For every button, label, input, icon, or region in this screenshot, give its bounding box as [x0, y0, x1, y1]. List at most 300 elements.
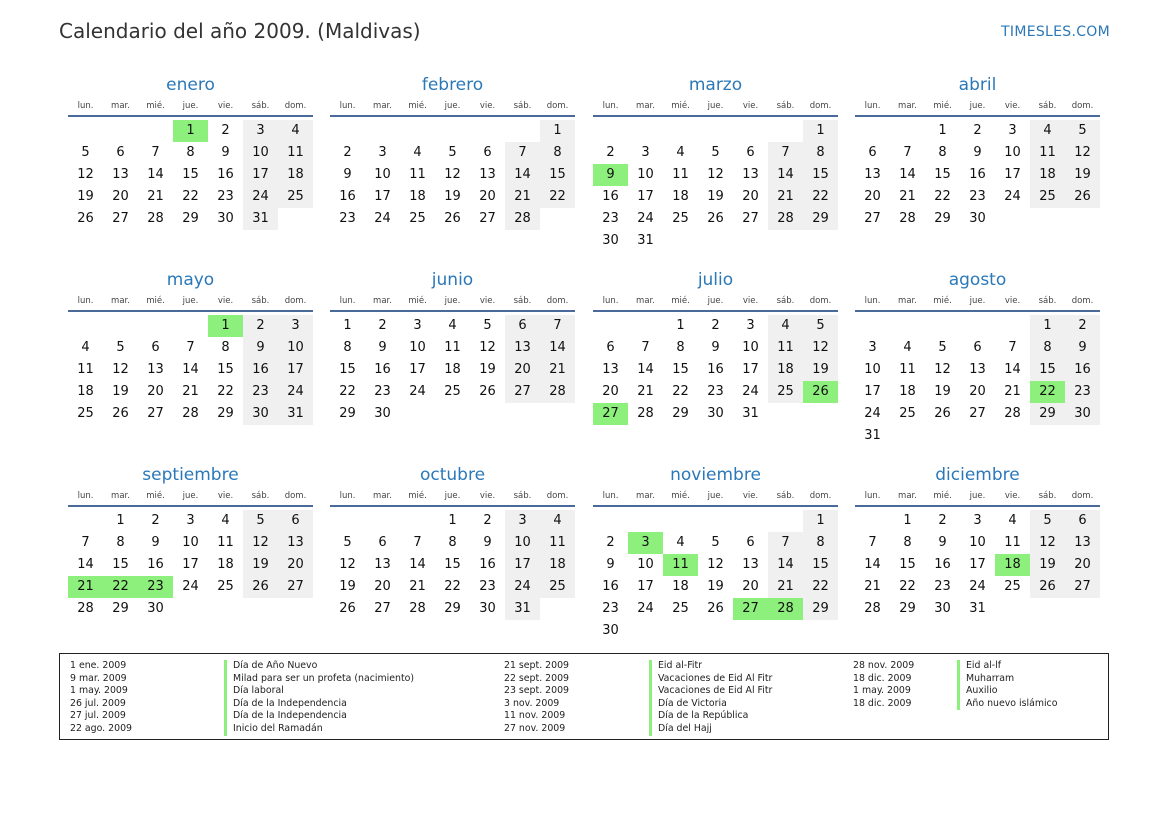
day-cell: 10 — [742, 340, 759, 355]
day-cell: 13 — [969, 362, 986, 377]
empty-cell — [995, 315, 1030, 337]
day-cell: 30 — [707, 406, 724, 421]
day-cell: 14 — [409, 557, 426, 572]
weekday-label: lun. — [77, 491, 94, 501]
day-cell: 27 — [278, 576, 313, 598]
day-cell: 9 — [243, 337, 278, 359]
day-cell: 18 — [278, 164, 313, 186]
day-cell: 6 — [505, 315, 540, 337]
holiday-day-cell: 27 — [593, 403, 628, 425]
day-cell: 22 — [444, 579, 461, 594]
day-cell: 19 — [803, 359, 838, 381]
day-cell: 7 — [81, 535, 90, 550]
legend-date: 22 sept. 2009 — [504, 672, 570, 684]
day-cell: 18 — [444, 362, 461, 377]
legend-date: 11 nov. 2009 — [504, 710, 566, 722]
day-cell: 13 — [602, 362, 619, 377]
empty-cell — [435, 120, 470, 142]
day-cell: 20 — [278, 554, 313, 576]
day-cell: 28 — [899, 211, 916, 226]
day-cell: 24 — [637, 601, 654, 616]
day-cell: 1 — [540, 120, 575, 142]
legend-holiday-name: Vacaciones de Eid Al Fitr — [649, 673, 772, 686]
day-cell: 14 — [768, 554, 803, 576]
day-cell: 3 — [378, 145, 387, 160]
weekday-label: lun. — [339, 296, 356, 306]
day-cell: 3 — [641, 145, 650, 160]
day-cell: 31 — [637, 233, 654, 248]
legend-date: 18 dic. 2009 — [853, 697, 912, 709]
legend-holiday-name: Día del Hajj — [649, 723, 772, 736]
legend-date: 1 may. 2009 — [70, 685, 128, 697]
day-cell: 28 — [147, 211, 164, 226]
weekday-header — [330, 295, 575, 312]
weekday-label: dom. — [546, 101, 569, 111]
weekday-label: jue. — [969, 491, 986, 501]
day-cell: 28 — [182, 406, 199, 421]
day-cell: 5 — [448, 145, 457, 160]
day-cell: 25 — [672, 601, 689, 616]
day-cell: 16 — [374, 362, 391, 377]
day-cell: 15 — [112, 557, 129, 572]
day-cell: 16 — [243, 359, 278, 381]
day-cell: 17 — [969, 557, 986, 572]
empty-cell — [628, 120, 663, 142]
day-cell: 31 — [742, 406, 759, 421]
day-cell: 2 — [606, 145, 615, 160]
day-cell: 6 — [606, 340, 615, 355]
day-cell: 6 — [1065, 510, 1100, 532]
day-cell: 25 — [444, 384, 461, 399]
empty-cell — [68, 315, 103, 337]
month-mayo — [68, 269, 313, 425]
holiday-day-cell: 9 — [593, 164, 628, 186]
day-cell: 3 — [746, 318, 755, 333]
day-cell: 17 — [182, 557, 199, 572]
day-cell: 2 — [1065, 315, 1100, 337]
day-cell: 24 — [182, 579, 199, 594]
empty-cell — [733, 120, 768, 142]
weekday-label: vie. — [1004, 491, 1021, 501]
month-name: noviembre — [670, 465, 761, 485]
day-cell: 23 — [602, 601, 619, 616]
day-cell: 17 — [637, 189, 654, 204]
weekday-header — [855, 100, 1100, 117]
day-cell: 25 — [768, 381, 803, 403]
day-cell: 2 — [711, 318, 720, 333]
legend-holiday-name: Día de la Independencia — [224, 698, 414, 711]
empty-cell — [173, 315, 208, 337]
day-cell: 11 — [278, 142, 313, 164]
day-grid — [68, 510, 313, 620]
day-cell: 17 — [409, 362, 426, 377]
empty-cell — [470, 120, 505, 142]
weekday-label: dom. — [809, 296, 832, 306]
holiday-day-cell: 22 — [103, 576, 138, 598]
empty-cell — [330, 120, 365, 142]
day-cell: 3 — [278, 315, 313, 337]
legend-names-col-3 — [957, 660, 1057, 710]
legend-holiday-name: Eid al-lf — [957, 660, 1057, 673]
day-cell: 16 — [602, 189, 619, 204]
weekday-label: jue. — [182, 296, 199, 306]
empty-cell — [890, 315, 925, 337]
weekday-label: sáb. — [251, 101, 270, 111]
day-cell: 1 — [116, 513, 125, 528]
weekday-label: lun. — [602, 101, 619, 111]
day-cell: 8 — [903, 535, 912, 550]
weekday-label: lun. — [77, 101, 94, 111]
day-cell: 20 — [1065, 554, 1100, 576]
day-cell: 16 — [1065, 359, 1100, 381]
day-cell: 3 — [186, 513, 195, 528]
day-cell: 1 — [1030, 315, 1065, 337]
day-cell: 22 — [672, 384, 689, 399]
empty-cell — [855, 315, 890, 337]
day-cell: 12 — [339, 557, 356, 572]
weekday-label: vie. — [479, 491, 496, 501]
day-cell: 17 — [505, 554, 540, 576]
day-cell: 4 — [768, 315, 803, 337]
day-cell: 6 — [746, 535, 755, 550]
day-grid — [855, 120, 1100, 230]
day-cell: 15 — [444, 557, 461, 572]
day-cell: 23 — [969, 189, 986, 204]
weekday-label: mar. — [111, 101, 130, 111]
day-cell: 23 — [707, 384, 724, 399]
day-grid — [593, 315, 838, 425]
day-cell: 19 — [934, 384, 951, 399]
empty-cell — [505, 120, 540, 142]
day-cell: 12 — [803, 337, 838, 359]
day-cell: 8 — [676, 340, 685, 355]
day-cell: 28 — [540, 381, 575, 403]
legend-holiday-name: Auxilio — [957, 685, 1057, 698]
day-cell: 30 — [217, 211, 234, 226]
weekday-header — [68, 490, 313, 507]
day-cell: 19 — [339, 579, 356, 594]
day-cell: 13 — [374, 557, 391, 572]
day-cell: 29 — [1030, 403, 1065, 425]
weekday-label: vie. — [742, 101, 759, 111]
day-cell: 22 — [899, 579, 916, 594]
day-cell: 1 — [343, 318, 352, 333]
day-cell: 22 — [182, 189, 199, 204]
day-grid — [855, 510, 1100, 620]
legend-holiday-name: Día de Victoria — [649, 698, 772, 711]
day-cell: 23 — [217, 189, 234, 204]
day-cell: 18 — [77, 384, 94, 399]
empty-cell — [68, 510, 103, 532]
day-cell: 13 — [479, 167, 496, 182]
empty-cell — [593, 510, 628, 532]
day-cell: 15 — [1030, 359, 1065, 381]
day-cell: 6 — [973, 340, 982, 355]
day-cell: 16 — [934, 557, 951, 572]
month-julio — [593, 269, 838, 425]
weekday-label: dom. — [284, 491, 307, 501]
day-grid — [68, 120, 313, 230]
day-cell: 12 — [112, 362, 129, 377]
day-cell: 31 — [278, 403, 313, 425]
day-cell: 17 — [742, 362, 759, 377]
day-cell: 26 — [479, 384, 496, 399]
day-cell: 3 — [243, 120, 278, 142]
day-cell: 20 — [864, 189, 881, 204]
day-cell: 21 — [505, 186, 540, 208]
day-cell: 10 — [864, 362, 881, 377]
day-cell: 7 — [540, 315, 575, 337]
day-cell: 30 — [934, 601, 951, 616]
day-cell: 11 — [77, 362, 94, 377]
empty-cell — [400, 120, 435, 142]
empty-cell — [663, 120, 698, 142]
day-cell: 14 — [637, 362, 654, 377]
day-cell: 22 — [339, 384, 356, 399]
legend-dates-col-3 — [853, 660, 914, 710]
weekday-label: mié. — [408, 101, 427, 111]
weekday-label: sáb. — [1038, 101, 1057, 111]
month-name: mayo — [166, 270, 215, 290]
day-cell: 6 — [746, 145, 755, 160]
day-cell: 28 — [768, 208, 803, 230]
day-cell: 26 — [339, 601, 356, 616]
day-cell: 21 — [540, 359, 575, 381]
day-cell: 6 — [278, 510, 313, 532]
weekday-label: mar. — [898, 491, 917, 501]
month-name: enero — [166, 75, 215, 95]
day-cell: 12 — [243, 532, 278, 554]
day-cell: 3 — [1008, 123, 1017, 138]
day-cell: 28 — [637, 406, 654, 421]
day-cell: 9 — [1065, 337, 1100, 359]
day-cell: 18 — [768, 359, 803, 381]
empty-cell — [138, 120, 173, 142]
holiday-day-cell: 11 — [663, 554, 698, 576]
empty-cell — [925, 315, 960, 337]
weekday-label: dom. — [809, 491, 832, 501]
day-cell: 10 — [374, 167, 391, 182]
day-cell: 18 — [899, 384, 916, 399]
day-cell: 21 — [864, 579, 881, 594]
day-cell: 9 — [938, 535, 947, 550]
day-cell: 9 — [711, 340, 720, 355]
day-cell: 2 — [243, 315, 278, 337]
day-cell: 20 — [505, 359, 540, 381]
day-cell: 29 — [339, 406, 356, 421]
day-cell: 27 — [1065, 576, 1100, 598]
day-cell: 21 — [1004, 384, 1021, 399]
day-cell: 25 — [1030, 186, 1065, 208]
legend-date: 23 sept. 2009 — [504, 685, 570, 697]
day-cell: 14 — [864, 557, 881, 572]
day-cell: 27 — [479, 211, 496, 226]
day-cell: 16 — [707, 362, 724, 377]
day-cell: 26 — [934, 406, 951, 421]
month-septiembre — [68, 464, 313, 620]
day-cell: 30 — [1065, 403, 1100, 425]
day-cell: 14 — [77, 557, 94, 572]
day-cell: 15 — [182, 167, 199, 182]
weekday-label: lun. — [864, 491, 881, 501]
day-cell: 19 — [479, 362, 496, 377]
empty-cell — [365, 120, 400, 142]
day-cell: 5 — [483, 318, 492, 333]
legend-names-col-2 — [649, 660, 772, 736]
day-cell: 15 — [899, 557, 916, 572]
day-cell: 26 — [444, 211, 461, 226]
weekday-label: mié. — [671, 101, 690, 111]
day-cell: 8 — [448, 535, 457, 550]
month-noviembre — [593, 464, 838, 642]
day-cell: 16 — [339, 189, 356, 204]
day-grid — [855, 315, 1100, 447]
weekday-label: dom. — [546, 296, 569, 306]
day-cell: 17 — [1004, 167, 1021, 182]
brand-link[interactable]: TIMESLES.COM — [1001, 24, 1110, 40]
day-cell: 29 — [803, 208, 838, 230]
day-grid — [330, 120, 575, 230]
day-cell: 21 — [409, 579, 426, 594]
day-cell: 20 — [479, 189, 496, 204]
empty-cell — [138, 315, 173, 337]
day-cell: 12 — [479, 340, 496, 355]
day-cell: 10 — [637, 167, 654, 182]
weekday-label: vie. — [479, 296, 496, 306]
day-cell: 22 — [540, 186, 575, 208]
day-cell: 7 — [186, 340, 195, 355]
weekday-header — [68, 295, 313, 312]
day-cell: 27 — [112, 211, 129, 226]
day-cell: 15 — [803, 164, 838, 186]
day-cell: 5 — [938, 340, 947, 355]
day-cell: 30 — [969, 211, 986, 226]
day-cell: 24 — [374, 211, 391, 226]
weekday-header — [68, 100, 313, 117]
month-agosto — [855, 269, 1100, 447]
weekday-label: vie. — [217, 491, 234, 501]
day-cell: 16 — [479, 557, 496, 572]
day-grid — [593, 120, 838, 252]
day-cell: 25 — [1004, 579, 1021, 594]
day-cell: 8 — [221, 340, 230, 355]
weekday-label: lun. — [339, 491, 356, 501]
day-cell: 24 — [742, 384, 759, 399]
day-cell: 12 — [934, 362, 951, 377]
day-cell: 12 — [1030, 532, 1065, 554]
day-cell: 1 — [903, 513, 912, 528]
day-cell: 17 — [243, 164, 278, 186]
day-cell: 2 — [938, 513, 947, 528]
weekday-label: mar. — [111, 491, 130, 501]
empty-cell — [593, 315, 628, 337]
weekday-label: sáb. — [776, 491, 795, 501]
day-cell: 13 — [278, 532, 313, 554]
day-cell: 2 — [973, 123, 982, 138]
day-cell: 30 — [374, 406, 391, 421]
weekday-label: lun. — [602, 296, 619, 306]
weekday-label: mar. — [373, 296, 392, 306]
day-cell: 6 — [483, 145, 492, 160]
day-cell: 18 — [540, 554, 575, 576]
weekday-label: mar. — [636, 296, 655, 306]
day-cell: 4 — [1008, 513, 1017, 528]
day-cell: 1 — [448, 513, 457, 528]
weekday-label: mar. — [111, 296, 130, 306]
day-cell: 7 — [868, 535, 877, 550]
empty-cell — [68, 120, 103, 142]
weekday-label: dom. — [1071, 296, 1094, 306]
day-cell: 5 — [81, 145, 90, 160]
day-cell: 23 — [934, 579, 951, 594]
day-cell: 2 — [343, 145, 352, 160]
day-cell: 11 — [409, 167, 426, 182]
day-cell: 29 — [112, 601, 129, 616]
day-cell: 17 — [864, 384, 881, 399]
day-cell: 14 — [899, 167, 916, 182]
holiday-legend — [59, 653, 1109, 740]
day-cell: 15 — [339, 362, 356, 377]
weekday-label: vie. — [1004, 101, 1021, 111]
weekday-label: mié. — [408, 491, 427, 501]
day-cell: 4 — [448, 318, 457, 333]
day-cell: 15 — [217, 362, 234, 377]
holiday-day-cell: 3 — [628, 532, 663, 554]
day-cell: 10 — [637, 557, 654, 572]
empty-cell — [890, 120, 925, 142]
month-name: julio — [697, 270, 734, 290]
day-cell: 7 — [413, 535, 422, 550]
holiday-day-cell: 22 — [1030, 381, 1065, 403]
legend-holiday-name: Día de Año Nuevo — [224, 660, 414, 673]
day-cell: 6 — [378, 535, 387, 550]
day-cell: 20 — [969, 384, 986, 399]
legend-names-col-1 — [224, 660, 414, 736]
day-cell: 12 — [77, 167, 94, 182]
day-cell: 10 — [505, 532, 540, 554]
day-cell: 18 — [409, 189, 426, 204]
legend-holiday-name: Muharram — [957, 673, 1057, 686]
day-cell: 29 — [444, 601, 461, 616]
month-diciembre — [855, 464, 1100, 620]
weekday-header — [593, 295, 838, 312]
day-cell: 29 — [934, 211, 951, 226]
legend-date: 3 nov. 2009 — [504, 697, 560, 709]
holiday-day-cell: 28 — [768, 598, 803, 620]
day-cell: 8 — [540, 142, 575, 164]
day-cell: 2 — [378, 318, 387, 333]
empty-cell — [768, 510, 803, 532]
holiday-day-cell: 18 — [995, 554, 1030, 576]
day-cell: 11 — [444, 340, 461, 355]
weekday-label: mié. — [146, 101, 165, 111]
day-cell: 1 — [676, 318, 685, 333]
legend-date: 27 jul. 2009 — [70, 710, 126, 722]
day-cell: 23 — [602, 211, 619, 226]
day-cell: 3 — [973, 513, 982, 528]
legend-holiday-name: Día de la República — [649, 710, 772, 723]
day-grid — [593, 510, 838, 642]
day-cell: 26 — [112, 406, 129, 421]
month-name: octubre — [419, 465, 486, 485]
empty-cell — [855, 120, 890, 142]
legend-date: 21 sept. 2009 — [504, 660, 570, 671]
day-cell: 27 — [374, 601, 391, 616]
day-cell: 27 — [969, 406, 986, 421]
month-name: febrero — [421, 75, 484, 95]
month-name: septiembre — [142, 465, 239, 485]
day-cell: 29 — [217, 406, 234, 421]
